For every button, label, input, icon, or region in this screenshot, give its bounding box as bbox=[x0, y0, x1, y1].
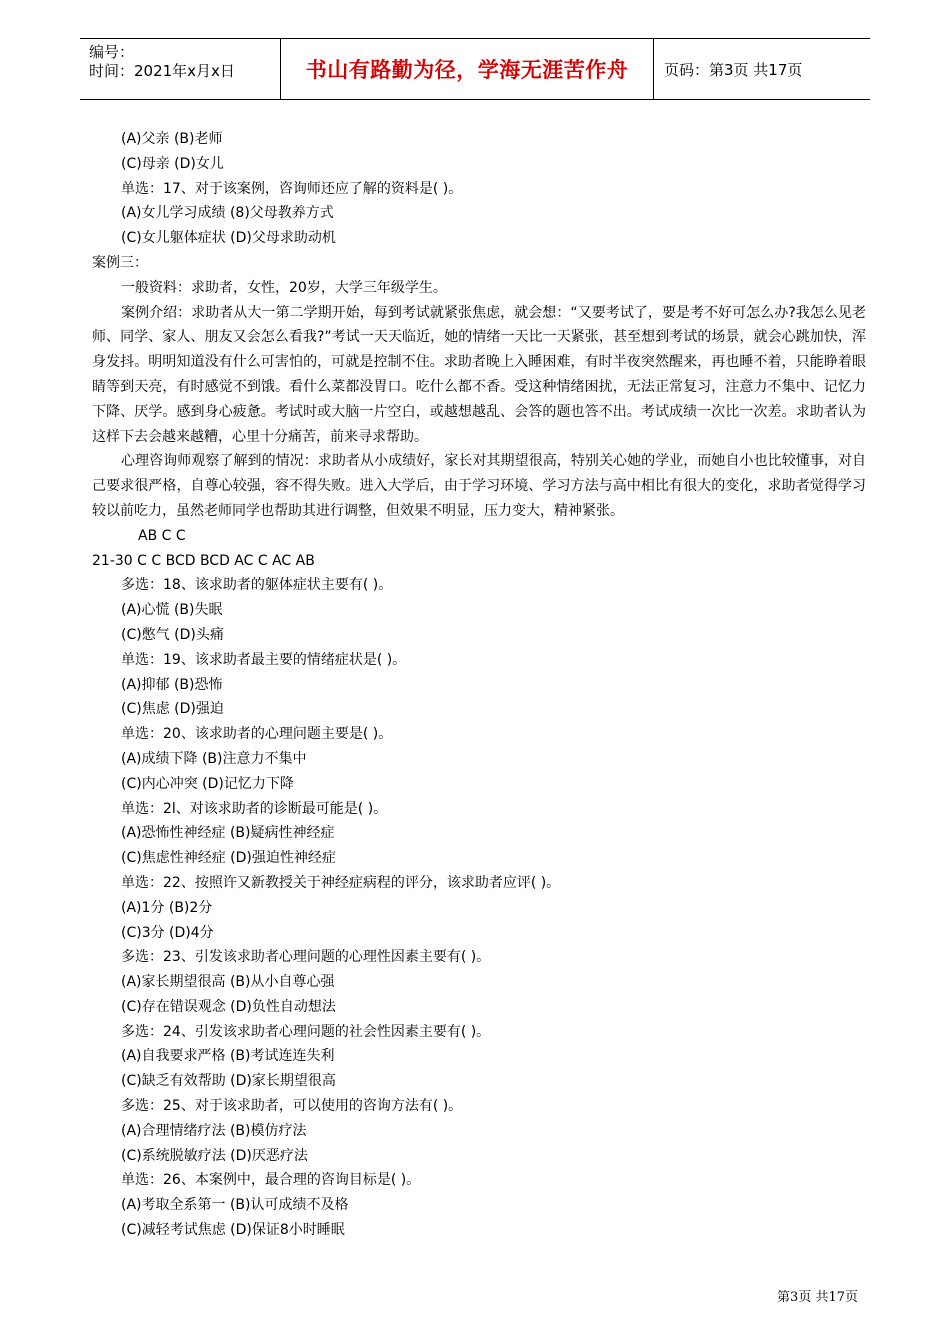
option-line: (A)自我要求严格 (B)考试连连失利 bbox=[121, 1048, 335, 1065]
option-line: (A)父亲 (B)老师 bbox=[121, 131, 223, 147]
option-line: (C)存在错误观念 (D)负性自动想法 bbox=[121, 998, 336, 1015]
option-line: (C)母亲 (D)女儿 bbox=[121, 155, 224, 172]
option-line: (C)焦虑 (D)强迫 bbox=[121, 701, 224, 718]
question-line: 多选：18、该求助者的躯体症状主要有( )。 bbox=[121, 577, 393, 594]
question-line: 多选：24、引发该求助者心理问题的社会性因素主要有( )。 bbox=[121, 1023, 491, 1040]
option-line: (C)缺乏有效帮助 (D)家长期望很高 bbox=[121, 1073, 336, 1090]
option-line: (A)成绩下降 (B)注意力不集中 bbox=[121, 750, 307, 767]
page-header bbox=[80, 38, 870, 100]
option-line: (A)心慌 (B)失眠 bbox=[121, 602, 223, 619]
motto-text: 书山有路勤为径，学海无涯苦作舟 bbox=[305, 58, 629, 82]
option-line: (C)女儿躯体症状 (D)父母求助动机 bbox=[121, 230, 336, 247]
case-intro-paragraph: 案例介绍：求助者从大一第二学期开始，每到考试就紧张焦虑，就会想：“又要考试了，要是考不好可怎么办?我怎么见老师、同学、家人、朋友又会怎么看我?”考试一天天临近，她的情绪一天比一天紧张，甚至想到考试的场景，就会心跳加快，浑身发抖。明明知道没有什么可害怕的，可就是控制不住。求助者晚上入睡困难，有时半夜突然醒来，再也睡不着，只能睁着眼睛等到天亮，有时感觉不到饿。看什么菜都没胃口。吃什么都不香。受这种情绪困扰，无法正常复习，注意力不集中、记忆力下降、厌学。感到身心疲惫。考试时或大脑一片空白，或越想越乱、会答的题也答不出。考试成绩一次比一次差。求助者认为这样下去会越来越糟，心里十分痛苦，前来寻求帮助。 bbox=[92, 304, 866, 445]
question-line: 单选：17、对于该案例，咨询师还应了解的资料是( )。 bbox=[121, 180, 463, 197]
option-line: (A)1分 (B)2分 bbox=[121, 899, 213, 916]
general-info: 一般资料：求助者，女性，20岁，大学三年级学生。 bbox=[121, 279, 447, 296]
question-line: 多选：25、对于该求助者，可以使用的咨询方法有( )。 bbox=[121, 1098, 463, 1115]
question-list bbox=[92, 573, 866, 1243]
header-page-cell bbox=[654, 39, 870, 99]
serial-label: 编号： bbox=[89, 43, 135, 61]
header-page-label: 页码：第3页 共17页 bbox=[664, 60, 803, 79]
document-body bbox=[92, 127, 866, 1243]
page-footer: 第3页 共17页 bbox=[777, 1290, 858, 1305]
answer-key-range: 21-30 C C BCD BCD AC C AC AB bbox=[92, 552, 315, 569]
question-line: 单选：19、该求助者最主要的情绪症状是( )。 bbox=[121, 651, 407, 668]
question-line: 单选：22、按照许又新教授关于神经症病程的评分，该求助者应评( )。 bbox=[121, 874, 561, 891]
observation-paragraph: 心理咨询师观察了解到的情况：求助者从小成绩好，家长对其期望很高，特别关心她的学业，而她自小也比较懂事，对自己要求很严格，自尊心较强，容不得失败。进入大学后，由于学习环境、学习方法与高中相比有很大的变化，求助者觉得学习较以前吃力，虽然老师同学也帮助其进行调整，但效果不明显，压力变大，精神紧张。 bbox=[92, 453, 866, 519]
option-line: (C)3分 (D)4分 bbox=[121, 924, 214, 941]
option-line: (A)合理情绪疗法 (B)模仿疗法 bbox=[121, 1122, 307, 1139]
answer-key-line: AB C C bbox=[138, 527, 186, 544]
option-line: (C)系统脱敏疗法 (D)厌恶疗法 bbox=[121, 1147, 308, 1164]
case-title: 案例三： bbox=[92, 254, 148, 271]
question-line: 多选：23、引发该求助者心理问题的心理性因素主要有( )。 bbox=[121, 949, 491, 966]
option-line: (C)减轻考试焦虑 (D)保证8小时睡眠 bbox=[121, 1222, 345, 1239]
option-line: (C)内心冲突 (D)记忆力下降 bbox=[121, 775, 294, 792]
option-line: (A)家长期望很高 (B)从小自尊心强 bbox=[121, 974, 335, 991]
time-label: 时间：2021年x月x日 bbox=[89, 62, 235, 80]
option-line: (A)考取全系第一 (B)认可成绩不及格 bbox=[121, 1197, 349, 1214]
option-line: (C)焦虑性神经症 (D)强迫性神经症 bbox=[121, 850, 336, 867]
option-line: (C)憋气 (D)头痛 bbox=[121, 626, 224, 643]
question-line: 单选：26、本案例中，最合理的咨询目标是( )。 bbox=[121, 1172, 421, 1189]
option-line: (A)恐怖性神经症 (B)疑病性神经症 bbox=[121, 825, 335, 842]
question-line: 单选：20、该求助者的心理问题主要是( )。 bbox=[121, 726, 393, 743]
option-line: (A)抑郁 (B)恐怖 bbox=[121, 676, 223, 693]
option-line: (A)女儿学习成绩 (8)父母教养方式 bbox=[121, 205, 334, 222]
header-meta-cell bbox=[80, 39, 281, 99]
header-motto-cell bbox=[281, 39, 654, 99]
question-line: 单选：2l、对该求助者的诊断最可能是( )。 bbox=[121, 800, 388, 817]
